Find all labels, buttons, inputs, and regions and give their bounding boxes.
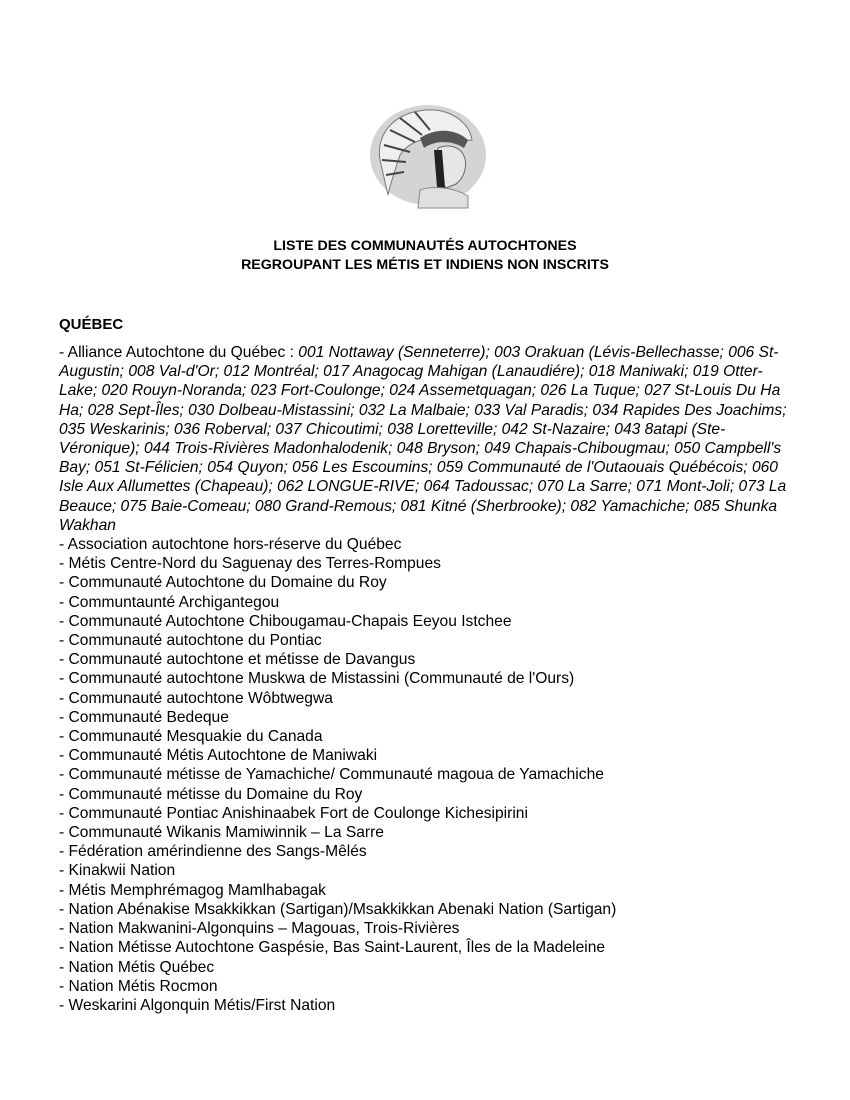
list-item: - Nation Métisse Autochtone Gaspésie, Bas Saint-Laurent, Îles de la Madeleine [59, 939, 606, 957]
community-list [59, 343, 799, 1015]
chief-headdress-logo [360, 100, 490, 210]
list-item: - Communauté Autochtone du Domaine du Roy [59, 574, 387, 592]
list-item: - Nation Métis Rocmon [59, 977, 218, 995]
list-item: - Communauté Bedeque [59, 708, 229, 726]
list-item: - Association autochtone hors-réserve du Québec [59, 536, 402, 554]
list-item: - Communauté Mesquakie du Canada [59, 728, 323, 746]
list-item: - Communauté Métis Autochtone de Maniwaki [59, 747, 378, 765]
list-item: - Nation Abénakise Msakkikkan (Sartigan)/Msakkikkan Abenaki Nation (Sartigan) [59, 900, 617, 918]
list-item: - Communauté métisse de Yamachiche/ Communauté magoua de Yamachiche [59, 766, 604, 784]
list-item: - Communauté autochtone Wôbtwegwa [59, 689, 333, 707]
organization-name: - Alliance Autochtone du Québec : [59, 344, 299, 361]
list-item: - Kinakwii Nation [59, 862, 176, 880]
list-item: - Communauté Wikanis Mamiwinnik – La Sarre [59, 824, 384, 842]
list-item: - Nation Makwanini-Algonquins – Magouas, Trois-Rivières [59, 920, 460, 938]
document-title-line-2: REGROUPANT LES MÉTIS ET INDIENS NON INSCRITS [241, 257, 609, 273]
list-item: - Communauté autochtone et métisse de Davangus [59, 651, 416, 669]
list-item: - Weskarini Algonquin Métis/First Nation [59, 996, 336, 1014]
list-item: - Métis Memphrémagog Mamlhabagak [59, 881, 326, 899]
list-item: - Communauté autochtone du Pontiac [59, 632, 322, 650]
section-heading-quebec: QUÉBEC [59, 316, 124, 333]
chief-headdress-icon [360, 100, 490, 210]
list-item: - Nation Métis Québec [59, 958, 215, 976]
list-item: - Communauté métisse du Domaine du Roy [59, 785, 363, 803]
list-item: - Communauté autochtone Muskwa de Mistassini (Communauté de l'Ours) [59, 670, 575, 688]
document-title-line-1: LISTE DES COMMUNAUTÉS AUTOCHTONES [273, 238, 577, 254]
local-chapters: 001 Nottaway (Senneterre); 003 Orakuan (Lévis-Bellechasse; 006 St-Augustin; 008 Val-d'Or; 012 Montréal; 017 Anagocag Mahigan (Lanaudiére); 018 Maniwaki; 019 Otter-Lake; 020 Rouyn-Noranda; 023 Fort-Coulonge; 024 Assemetquagan; 026 La Tuque; 027 St-Louis Du Ha Ha; 028 Sept-Îles; 030 Dolbeau-Mistassini; 032 La Malbaie; 033 Val Paradis; 034 Rapides Des Joachims; 035 Weskarinis; 036 Roberval; 037 Chicoutimi; 038 Loretteville; 042 St-Nazaire; 043 8atapi (Ste-Véronique); 044 Trois-Rivières Madonhalodenik; 048 Bryson; 049 Chapais-Chibougmau; 050 Campbell's Bay; 051 St-Félicien; 054 Quyon; 056 Les Escoumins; 059 Communauté de l'Outaouais Québécois; 060 Isle Aux Allumettes (Chapeau); 062 LONGUE-RIVE; 064 Tadoussac; 070 La Sarre; 071 Mont-Joli; 073 La Beauce; 075 Baie-Comeau; 080 Grand-Remous; 081 Kitné (Sherbrooke); 082 Yamachiche; 085 Shunka Wakhan [59, 344, 787, 534]
list-item: - Communauté Autochtone Chibougamau-Chapais Eeyou Istchee [59, 612, 512, 630]
list-item-alliance [59, 343, 799, 535]
list-item: - Fédération amérindienne des Sangs-Mêlés [59, 843, 367, 861]
list-item: - Métis Centre-Nord du Saguenay des Terres-Rompues [59, 555, 441, 573]
list-item: - Communtaunté Archigantegou [59, 593, 280, 611]
list-item: - Communauté Pontiac Anishinaabek Fort de Coulonge Kichesipirini [59, 804, 528, 822]
